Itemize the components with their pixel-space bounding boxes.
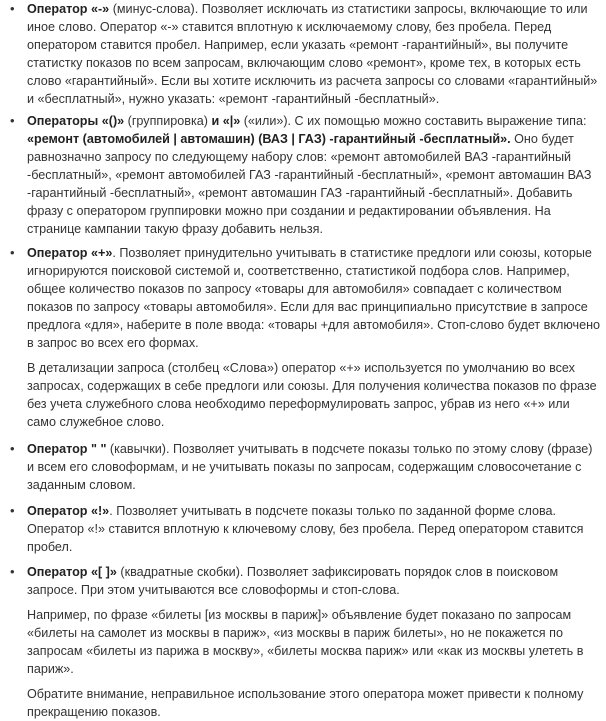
bullet-icon: • xyxy=(10,441,15,456)
operator-item-grouping xyxy=(6,112,602,238)
paragraph-text: (кавычки). Позволяет учитывать в подсчете показы только по этому слову (фразе) и всем его словоформам, и не учитывать показы по запросам, содержащим словосочетание с заданным словом. xyxy=(27,442,593,492)
paragraph-text: Например, по фразе «билеты [из москвы в париж]» объявление будет показано по запросам «билеты на самолет из москвы в париж», «из москвы в париж билеты», но не покажется по запросам «билеты из парижа в москву», «билеты москва париж» или «как из москвы улететь в париж». xyxy=(27,608,584,676)
operator-item-plus xyxy=(6,244,602,431)
operator-item-minus xyxy=(6,0,602,108)
paragraph-text: (группировка) xyxy=(124,114,212,128)
bullet-icon: • xyxy=(10,564,15,579)
paragraph-text: (квадратные скобки). Позволяет зафиксировать порядок слов в поисковом запросе. При этом учитываются все словоформы и стоп-слова. xyxy=(27,565,559,597)
paragraph-text: . Позволяет учитывать в подсчете показы только по заданной форме слова. Оператор «!» ставится вплотную к ключевому слову, без пробела. Перед оператором ставится пробел. xyxy=(27,504,584,554)
paragraph xyxy=(27,0,602,108)
paragraph xyxy=(27,502,602,556)
paragraph-text: («или»). С их помощью можно составить выражение типа: xyxy=(240,114,587,128)
paragraph-text: В детализации запроса (столбец «Слова») оператор «+» используется по умолчанию во всех запросах, содержащих в себе предлоги или союзы. Для получения количества показов по фразе без учета служебного слова необходимо переформулировать запрос, убрав из него «+» или само служебное слово. xyxy=(27,361,597,429)
bullet-icon: • xyxy=(10,113,15,128)
operator-name: Оператор " " xyxy=(27,442,107,456)
paragraph xyxy=(27,244,602,352)
operator-item-brackets xyxy=(6,563,602,721)
operator-name: Оператор «+» xyxy=(27,246,113,260)
paragraph-text: Оно будет равнозначно запросу по следующему набору слов: «ремонт автомобилей ВАЗ -гарантийный -бесплатный», «ремонт автомобилей ГАЗ -гарантийный -бесплатный», «ремонт автомашин ВАЗ -гарантийный -бесплатный», «ремонт автомашин ГАЗ -гарантийный -бесплатный». Добавить фразу с оператором группировки можно при создании и редактировании объявления. На странице кампании такую фразу добавить нельзя. xyxy=(27,132,592,236)
operator-name: Операторы «()» xyxy=(27,114,125,128)
paragraph xyxy=(27,112,602,238)
operator-name: Оператор «-» xyxy=(27,2,110,16)
paragraph-text: Обратите внимание, неправильное использование этого оператора может привести к полному прекращению показов. xyxy=(27,687,584,719)
operator-item-exclamation xyxy=(6,502,602,556)
operator-name: Оператор «[ ]» xyxy=(27,565,117,579)
paragraph xyxy=(27,685,602,721)
bullet-icon: • xyxy=(10,245,15,260)
operators-list xyxy=(6,0,602,721)
operator-name: Оператор «!» xyxy=(27,504,110,518)
paragraph xyxy=(27,440,602,494)
example-expression: «ремонт (автомобилей | автомашин) (ВАЗ | ГАЗ) -гарантийный -бесплатный». xyxy=(27,132,511,146)
operator-name: и «|» xyxy=(211,114,241,128)
paragraph xyxy=(27,606,602,678)
paragraph-text: . Позволяет принудительно учитывать в статистике предлоги или союзы, которые игнорируются поисковой системой и, соответственно, статистикой подбора слов. Например, общее количество показов по запросу «товары для автомобиля» совпадает с количеством показов по запросу «товары автомобиля». Если для вас принципиально присутствие в запросе предлога «для», наберите в поле ввода: «товары +для автомобиля». Стоп-слово будет включено в запрос во всех его формах. xyxy=(27,246,601,350)
paragraph-text: (минус-слова). Позволяет исключать из статистики запросы, включающие то или иное слово. Оператор «-» ставится вплотную к исключаемому слову, без пробела. Перед оператором ставится пробел. Например, если указать «ремонт -гарантийный», вы получите статистку показов по всем запросам, включающим слово «ремонт», кроме тех, в которых есть слово «гарантийный». Если вы хотите исключить из расчета запросы со словами «гарантийный» и «бесплатный», нужно указать: «ремонт -гарантийный -бесплатный». xyxy=(27,2,598,106)
paragraph xyxy=(27,359,602,431)
bullet-icon: • xyxy=(10,503,15,518)
paragraph xyxy=(27,563,602,599)
operator-item-quotes xyxy=(6,440,602,494)
bullet-icon: • xyxy=(10,1,15,16)
